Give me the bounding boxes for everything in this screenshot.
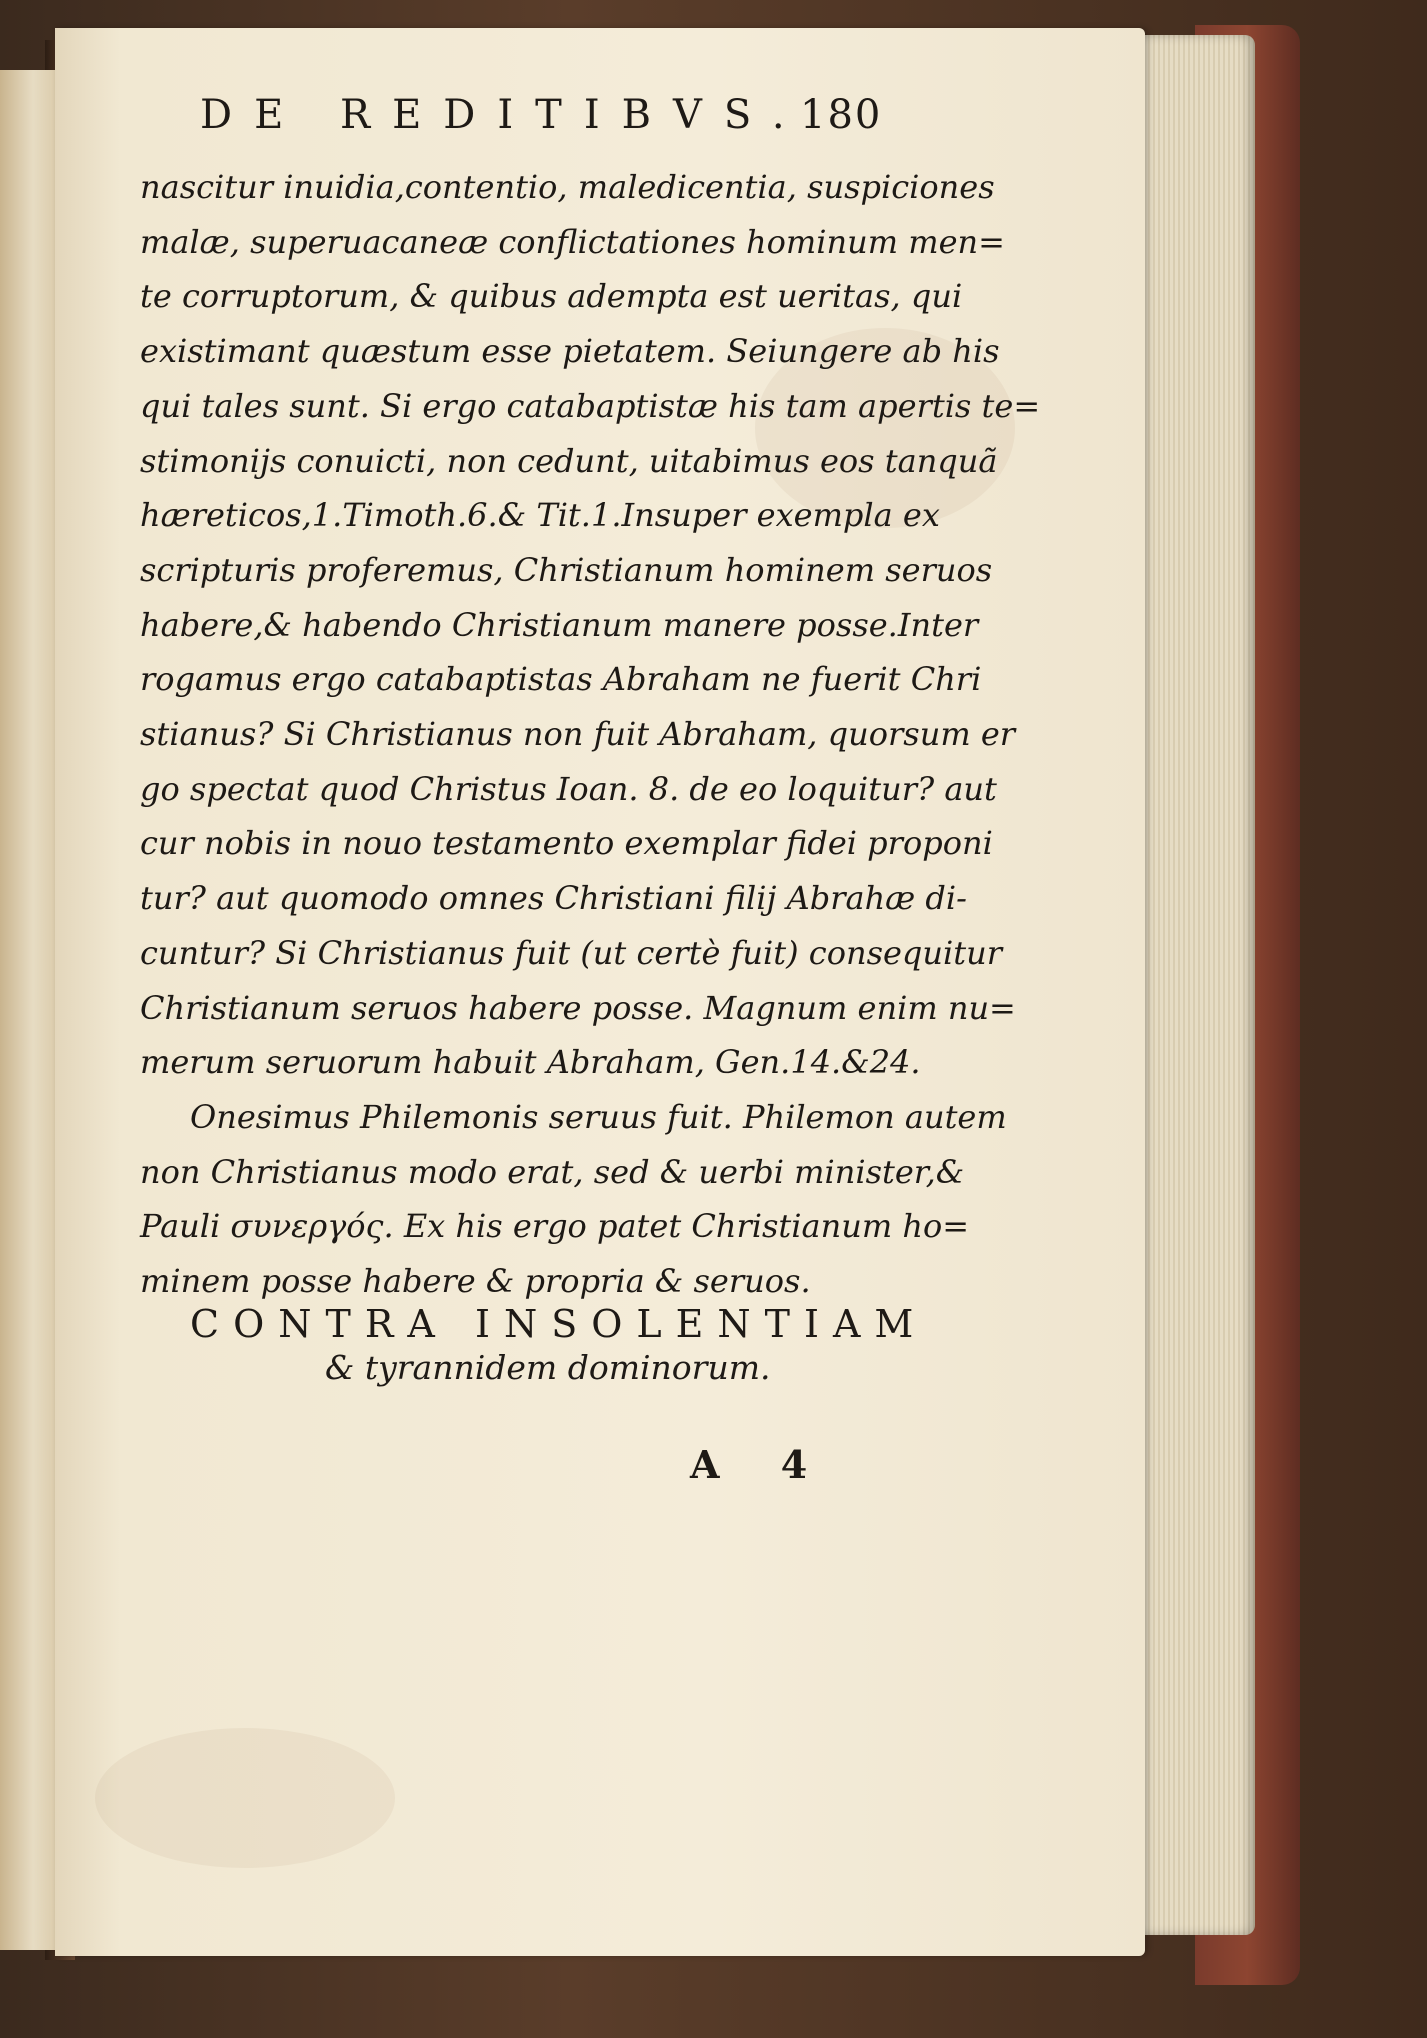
text-line: Christianum seruos habere posse. Magnum enim nu= (140, 988, 1016, 1027)
page-number: 180 (800, 92, 883, 138)
text-line: cuntur? Si Christianus fuit (ut certè fuit) consequitur (140, 933, 1003, 972)
running-head: DE REDITIBVS. (200, 92, 807, 138)
text-line: non Christianus modo erat, sed & uerbi minister,& (140, 1152, 965, 1191)
text-line: cur nobis in nouo testamento exemplar fidei proponi (140, 824, 993, 863)
text-line: habere,& habendo Christianum manere posse.Inter (140, 605, 979, 644)
text-line: merum seruorum habuit Abraham, Gen.14.&24. (140, 1043, 921, 1082)
text-line: stianus? Si Christianus non fuit Abraham, quorsum er (140, 715, 1016, 754)
text-line: go spectat quod Christus Ioan. 8. de eo loquitur? aut (140, 769, 997, 808)
text-line: existimant quæstum esse pietatem. Seiungere ab his (140, 332, 1000, 371)
signature-mark: A 4 (690, 1442, 832, 1487)
left-page-edge (0, 70, 62, 1950)
text-line: rogamus ergo catabaptistas Abraham ne fuerit Chri (140, 660, 982, 699)
text-line: Pauli συνεργός. Ex his ergo patet Christianum ho= (140, 1207, 970, 1246)
text-line: tur? aut quomodo omnes Christiani filij Abrahæ di- (140, 879, 967, 918)
body-text (140, 160, 1041, 1309)
section-subheading: & tyrannidem dominorum. (325, 1348, 771, 1387)
text-line: qui tales sunt. Si ergo catabaptistæ his tam apertis te= (140, 386, 1041, 425)
text-line: Onesimus Philemonis seruus fuit. Philemon autem (190, 1097, 1007, 1136)
page-stain (95, 1728, 395, 1868)
text-line: stimonijs conuicti, non cedunt, uitabimus eos tanquã (140, 441, 998, 480)
section-heading: CONTRA INSOLENTIAM (190, 1302, 928, 1346)
text-line: te corruptorum, & quibus adempta est ueritas, qui (140, 277, 963, 316)
text-line: minem posse habere & propria & seruos. (140, 1262, 811, 1301)
text-line: malæ, superuacaneæ conflictationes hominum men= (140, 222, 1005, 261)
text-line: nascitur inuidia,contentio, maledicentia, suspiciones (140, 168, 995, 206)
text-line: scripturis proferemus, Christianum hominem seruos (140, 550, 993, 589)
text-line: hæreticos,1.Timoth.6.& Tit.1.Insuper exempla ex (140, 496, 940, 535)
